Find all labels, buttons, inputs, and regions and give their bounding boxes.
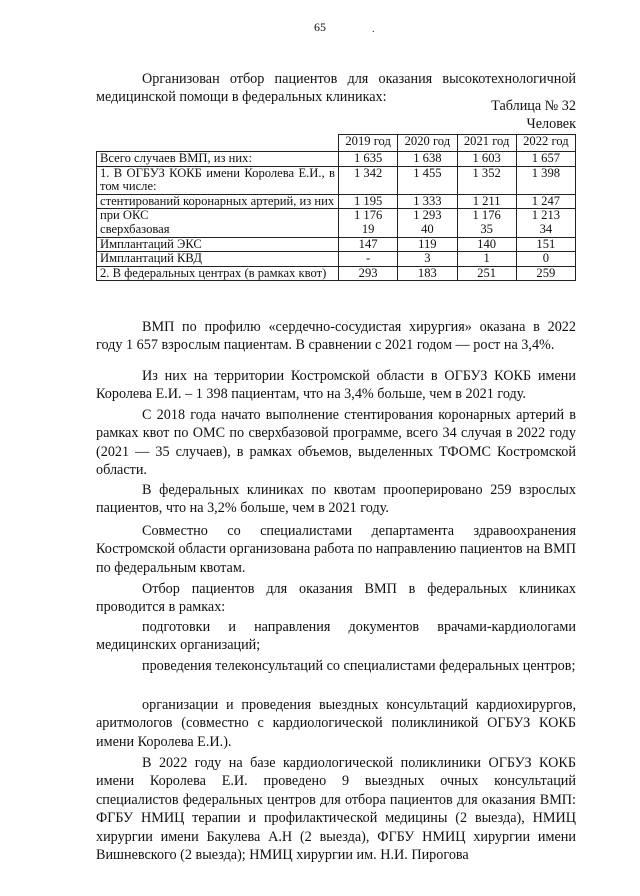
cell: 1 333	[398, 194, 457, 209]
cell: -	[339, 252, 398, 267]
cell: 1 635	[339, 152, 398, 167]
unit-label: Человек	[526, 116, 576, 132]
cell: 1	[457, 252, 516, 267]
cell: 3	[398, 252, 457, 267]
cell	[339, 209, 398, 237]
scan-mark: .	[372, 24, 375, 35]
cell: 1 398	[516, 166, 575, 194]
intro-paragraph: Организован отбор пациентов для оказания высокотехнологичной медицинской помощи в федеральных клиниках:	[96, 71, 576, 106]
row-label: Имплантаций КВД	[97, 252, 339, 267]
cell	[398, 209, 457, 237]
cell: 119	[398, 237, 457, 252]
cell: 183	[398, 266, 457, 281]
vmp-table	[96, 134, 576, 281]
table-header-2021: 2021 год	[457, 135, 516, 152]
cell-value: 1 213	[531, 208, 561, 223]
cell-value: 1 176	[353, 208, 383, 223]
table-row	[97, 237, 576, 252]
cell: 147	[339, 237, 398, 252]
row-label: стентирований коронарных артерий, из них	[97, 194, 339, 209]
table-row	[97, 152, 576, 167]
cell: 1 352	[457, 166, 516, 194]
cell	[516, 209, 575, 237]
table-header-2022: 2022 год	[516, 135, 575, 152]
cell: 151	[516, 237, 575, 252]
table-header-2020: 2020 год	[398, 135, 457, 152]
cell: 1 342	[339, 166, 398, 194]
paragraph-2022-consultations: В 2022 году на базе кардиологической поликлиники ОГБУЗ КОКБ имени Королева Е.И. проведено 9 выездных очных консультаций специалистов федеральных центров для отбора пациентов для оказания ВМП: ФГБУ НМИЦ терапии и профилактической медицины (2 выезда), НМИЦ хирургии имени Бакулева А.Н (2 выезда), ФГБУ НМИЦ хирургии имени Вишневского (2 выезда); НМИЦ хирургии им. Н.И. Пирогова	[96, 755, 576, 864]
paragraph-federal-clinics: В федеральных клиниках по квотам прооперировано 259 взрослых пациентов, что на 3,2% больше, чем в 2021 году.	[96, 482, 576, 517]
table-row	[97, 209, 576, 237]
cell: 0	[516, 252, 575, 267]
cell-value: 19	[361, 221, 375, 236]
row-label: 1. В ОГБУЗ КОКБ имени Королева Е.И., в том числе:	[97, 166, 339, 194]
cell: 140	[457, 237, 516, 252]
paragraph-stenting-2018: С 2018 года начато выполнение стентирования коронарных артерий в рамках квот по ОМС по сверхбазовой программе, всего 34 случая в 2022 году (2021 — 35 случаев), в рамках объемов, выделенных ТФОМС Костромской области.	[96, 407, 576, 479]
paragraph-kostroma-region: Из них на территории Костромской области в ОГБУЗ КОКБ имени Королева Е.И. – 1 398 пациентам, что на 3,4% больше, чем в 2021 году.	[96, 368, 576, 403]
row-label	[97, 209, 339, 237]
cell: 259	[516, 266, 575, 281]
table-row	[97, 266, 576, 281]
table-header-row	[97, 135, 576, 152]
row-sublabel-oks: при ОКС	[100, 208, 149, 223]
cell-value: 35	[480, 221, 493, 236]
paragraph-selection-intro: Отбор пациентов для оказания ВМП в федеральных клиниках проводится в рамках:	[96, 581, 576, 616]
paragraph-vmp-cardiac: ВМП по профилю «сердечно-сосудистая хирургия» оказана в 2022 году 1 657 взрослым пациентам. В сравнении с 2021 годом — рост на 3,4%.	[96, 319, 576, 354]
paragraph-cooperation: Совместно со специалистами департамента здравоохранения Костромской области организована работа по направлению пациентов на ВМП по федеральным квотам.	[96, 523, 576, 576]
cell: 1 247	[516, 194, 575, 209]
row-label: Всего случаев ВМП, из них:	[97, 152, 339, 167]
cell: 1 638	[398, 152, 457, 167]
list-item-field-consultations: организации и проведения выездных консультаций кардиохирургов, аритмологов (совместно с кардиологической поликлиникой ОГБУЗ КОКБ имени Королева Е.И.).	[96, 697, 576, 750]
cell: 1 455	[398, 166, 457, 194]
list-item-teleconsultations: проведения телеконсультаций со специалистами федеральных центров;	[142, 658, 576, 674]
cell: 1 211	[457, 194, 516, 209]
row-sublabel-superbase: сверхбазовая	[100, 221, 170, 236]
cell: 1 195	[339, 194, 398, 209]
cell: 1 657	[516, 152, 575, 167]
cell: 293	[339, 266, 398, 281]
cell: 1 603	[457, 152, 516, 167]
row-label: 2. В федеральных центрах (в рамках квот)	[97, 266, 339, 281]
table-header-2019: 2019 год	[339, 135, 398, 152]
cell	[457, 209, 516, 237]
cell-value: 40	[421, 221, 434, 236]
cell: 251	[457, 266, 516, 281]
table-label: Таблица № 32	[491, 98, 576, 114]
cell-value: 1 293	[413, 208, 442, 223]
table-row	[97, 194, 576, 209]
table-row	[97, 166, 576, 194]
cell-value: 1 176	[472, 208, 501, 223]
table-header-blank	[97, 135, 339, 152]
table-row	[97, 252, 576, 267]
page-number: 65	[314, 20, 326, 34]
cell-value: 34	[539, 221, 553, 236]
row-label: Имплантаций ЭКС	[97, 237, 339, 252]
list-item-documents: подготовки и направления документов врачами-кардиологами медицинских организаций;	[96, 619, 576, 654]
